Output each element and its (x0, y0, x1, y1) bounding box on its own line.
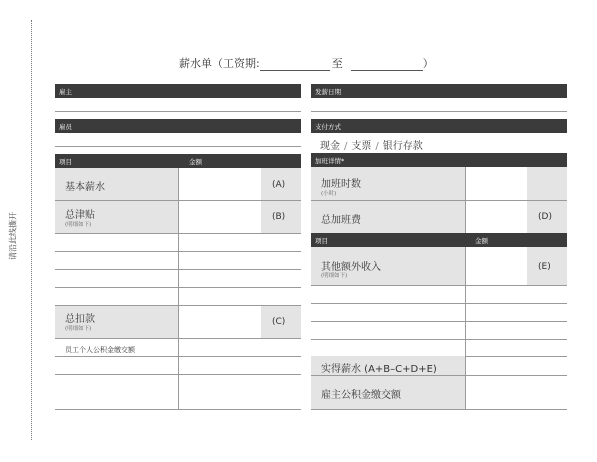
letter-d: (D) (538, 212, 552, 222)
title-to: 至 (331, 57, 343, 70)
col-item: 项目 (59, 157, 72, 166)
period-end-field[interactable] (351, 61, 423, 71)
employer-header: 雇主 (55, 84, 301, 98)
payment-option-bank[interactable]: 银行存款 (382, 141, 423, 152)
letter-a: (A) (272, 180, 286, 190)
other-income-note: (明细如下) (321, 273, 348, 279)
payment-option-cash[interactable]: 现金 (320, 141, 340, 152)
employee-mpf-label: 员工个人公积金缴交额 (65, 346, 135, 354)
deduction-note: (明细如下) (65, 326, 92, 332)
tear-instruction: 请沿此线撕开 (8, 212, 18, 260)
letter-e: (E) (538, 262, 551, 272)
overtime-hours-label: 加班时数 (321, 179, 361, 190)
right-table-header (311, 233, 567, 247)
employee-header: 雇员 (55, 119, 301, 133)
employer-mpf-label: 雇主公积金缴交额 (321, 390, 401, 401)
period-start-field[interactable] (260, 61, 330, 71)
title-suffix: ） (422, 57, 434, 70)
title-prefix: 薪水单（工资期: (179, 57, 260, 70)
payment-method-header: 支付方式 (311, 119, 567, 133)
net-salary-label: 实得薪水 (A+B–C+D+E) (321, 364, 437, 375)
total-overtime-pay-label: 总加班费 (321, 215, 361, 226)
pay-date-header: 发薪日期 (311, 84, 567, 98)
other-income-label: 其他额外收入 (321, 262, 381, 273)
hours-note: (小时) (321, 191, 337, 197)
col-amount: 金额 (189, 157, 202, 166)
overtime-hours-right-shade (527, 167, 567, 200)
payment-method-options: 现金 / 支票 / 银行存款 (320, 141, 423, 152)
employer-field-line (55, 111, 301, 112)
overtime-details-header: 加班详情* (311, 153, 567, 167)
total-allowance-label: 总津贴 (65, 210, 95, 221)
letter-b: (B) (272, 212, 286, 222)
col-item-right: 项目 (315, 236, 328, 245)
payment-option-cheque[interactable]: 支票 (351, 141, 372, 152)
tear-line (31, 20, 32, 440)
left-table-header (55, 154, 301, 168)
employee-field-line (55, 146, 301, 147)
total-deduction-label: 总扣款 (65, 314, 95, 325)
pay-date-field-line (311, 111, 567, 112)
col-amount-right: 金额 (475, 236, 488, 245)
basic-salary-label: 基本薪水 (65, 182, 105, 193)
allowance-note: (明细如下) (65, 222, 92, 228)
letter-c: (C) (272, 317, 286, 327)
payslip-title (179, 55, 434, 71)
